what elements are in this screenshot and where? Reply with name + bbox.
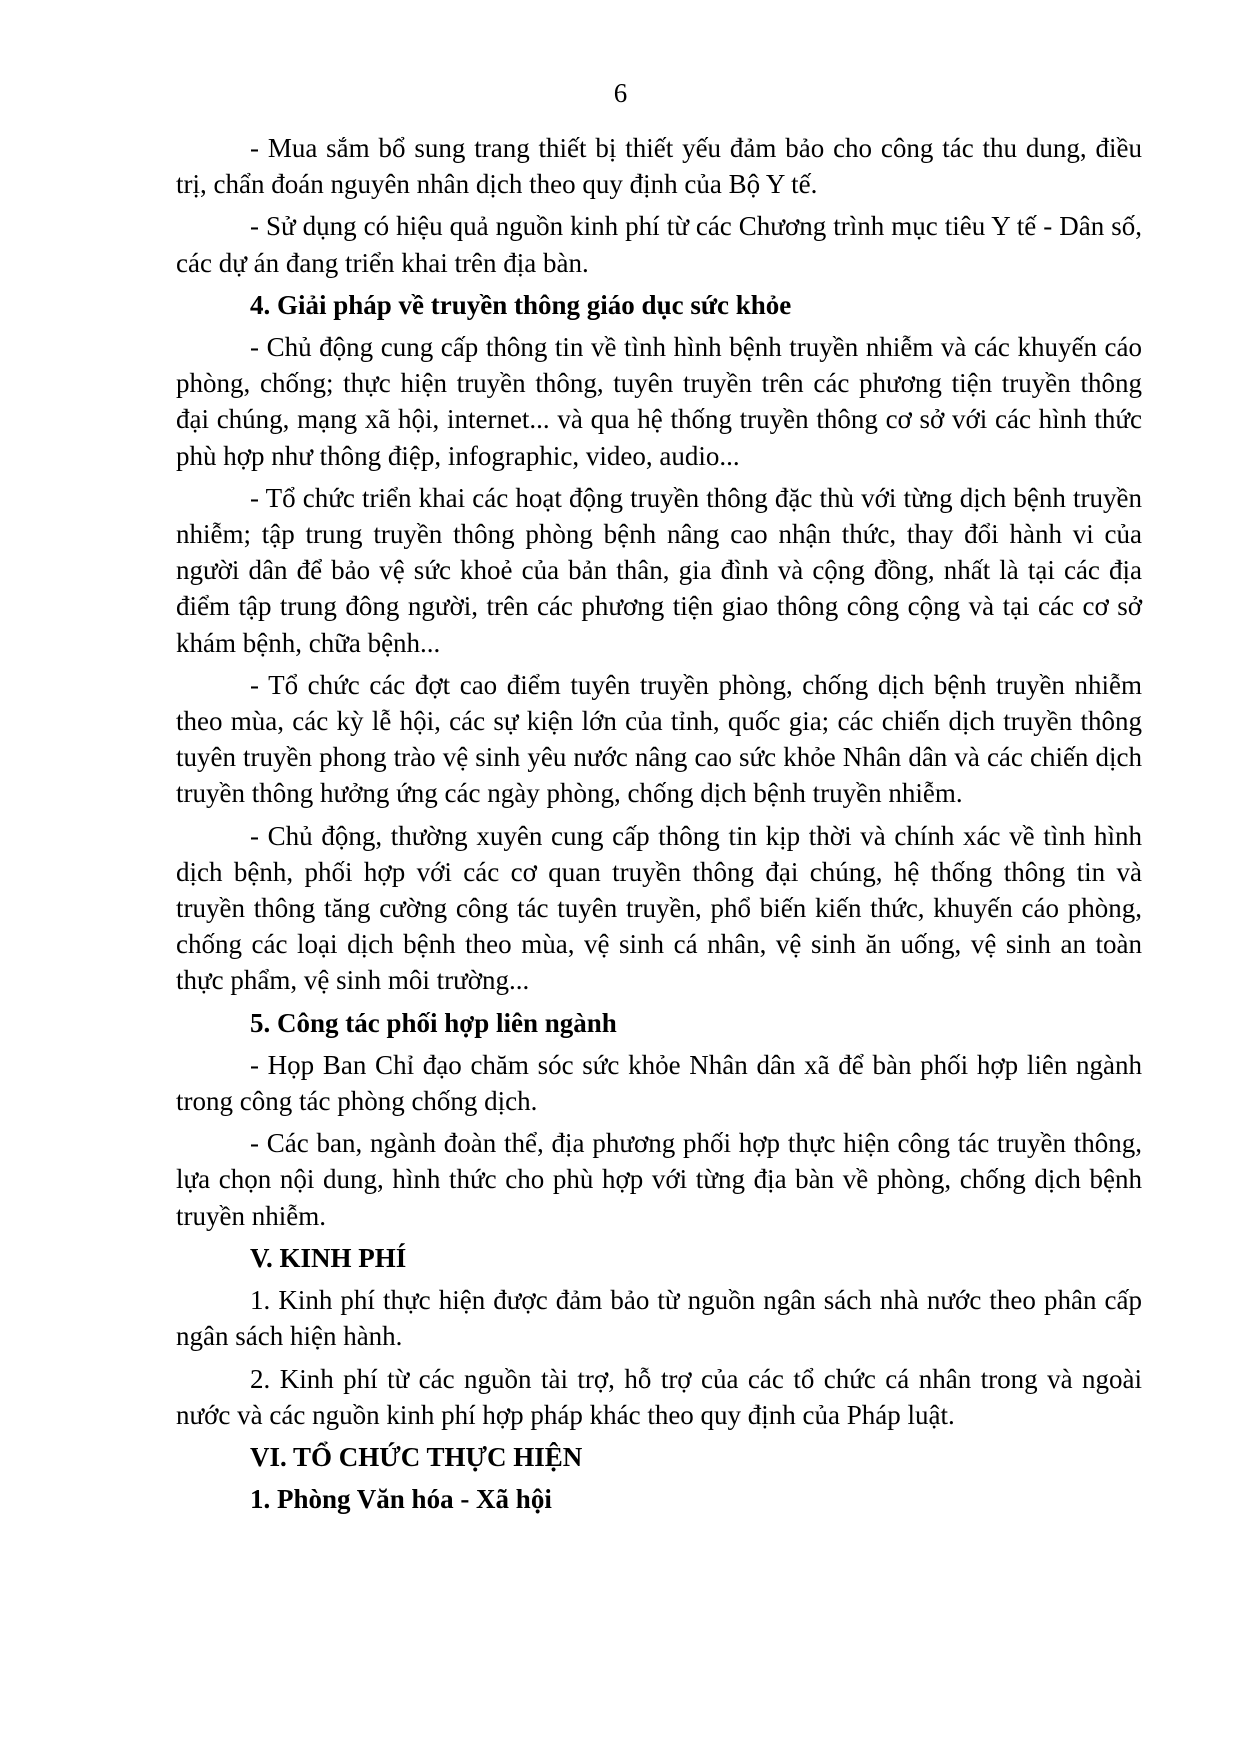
document-body <box>176 130 1142 1523</box>
paragraph-timely-information: - Chủ động, thường xuyên cung cấp thông tin kịp thời và chính xác về tình hình dịch bệnh, phối hợp với các cơ quan truyền thông đại chúng, hệ thống thông tin và truyền thông tăng cường công tác tuyên truyền, phổ biến kiến thức, khuyến cáo phòng, chống các loại dịch bệnh theo mùa, vệ sinh cá nhân, vệ sinh ăn uống, vệ sinh an toàn thực phẩm, vệ sinh môi trường... <box>176 820 1142 996</box>
section-heading-interagency-coordination: 5. Công tác phối hợp liên ngành <box>250 1007 617 1038</box>
subsection-heading-culture-society: 1. Phòng Văn hóa - Xã hội <box>250 1484 552 1515</box>
paragraph-departments-coordination: - Các ban, ngành đoàn thể, địa phương phối hợp thực hiện công tác truyền thông, lựa chọn nội dung, hình thức cho phù hợp với từng địa bàn về phòng, chống dịch bệnh truyền nhiễm. <box>176 1128 1142 1231</box>
paragraph-communication-activities: - Tổ chức triển khai các hoạt động truyền thông đặc thù với từng dịch bệnh truyền nhiễm; tập trung truyền thông phòng bệnh nâng cao nhận thức, thay đổi hành vi của người dân để bảo vệ sức khoẻ của bản thân, gia đình và cộng đồng, nhất là tại các địa điểm tập trung đông người, trên các phương tiện giao thông công cộng và tại các cơ sở khám bệnh, chữa bệnh... <box>176 482 1142 658</box>
section-heading-funding: V. KINH PHÍ <box>250 1242 407 1273</box>
paragraph-equipment-procurement: - Mua sắm bổ sung trang thiết bị thiết yếu đảm bảo cho công tác thu dung, điều trị, chẩn đoán nguyên nhân dịch theo quy định của Bộ Y tế. <box>176 133 1142 200</box>
page-number: 6 <box>613 78 628 108</box>
section-heading-health-communication: 4. Giải pháp về truyền thông giáo dục sức khỏe <box>250 289 792 320</box>
paragraph-other-funding: 2. Kinh phí từ các nguồn tài trợ, hỗ trợ của các tổ chức cá nhân trong và ngoài nước và các nguồn kinh phí hợp pháp khác theo quy định của Pháp luật. <box>176 1363 1142 1430</box>
section-heading-implementation: VI. TỔ CHỨC THỰC HIỆN <box>250 1441 583 1472</box>
paragraph-state-budget: 1. Kinh phí thực hiện được đảm bảo từ nguồn ngân sách nhà nước theo phân cấp ngân sách hiện hành. <box>176 1285 1142 1352</box>
paragraph-funding-usage: - Sử dụng có hiệu quả nguồn kinh phí từ các Chương trình mục tiêu Y tế - Dân số, các dự án đang triển khai trên địa bàn. <box>176 211 1142 278</box>
paragraph-proactive-information: - Chủ động cung cấp thông tin về tình hình bệnh truyền nhiễm và các khuyến cáo phòng, chống; thực hiện truyền thông, tuyên truyền trên các phương tiện truyền thông đại chúng, mạng xã hội, internet... và qua hệ thống truyền thông cơ sở với các hình thức phù hợp như thông điệp, infographic, video, audio... <box>176 332 1142 471</box>
paragraph-steering-committee: - Họp Ban Chỉ đạo chăm sóc sức khỏe Nhân dân xã để bàn phối hợp liên ngành trong công tác phòng chống dịch. <box>176 1049 1142 1117</box>
paragraph-peak-campaigns: - Tổ chức các đợt cao điểm tuyên truyền phòng, chống dịch bệnh truyền nhiễm theo mùa, các kỳ lễ hội, các sự kiện lớn của tỉnh, quốc gia; các chiến dịch truyền thông tuyên truyền phong trào vệ sinh yêu nước nâng cao sức khỏe Nhân dân và các chiến dịch truyền thông hưởng ứng các ngày phòng, chống dịch bệnh truyền nhiễm. <box>176 669 1142 809</box>
